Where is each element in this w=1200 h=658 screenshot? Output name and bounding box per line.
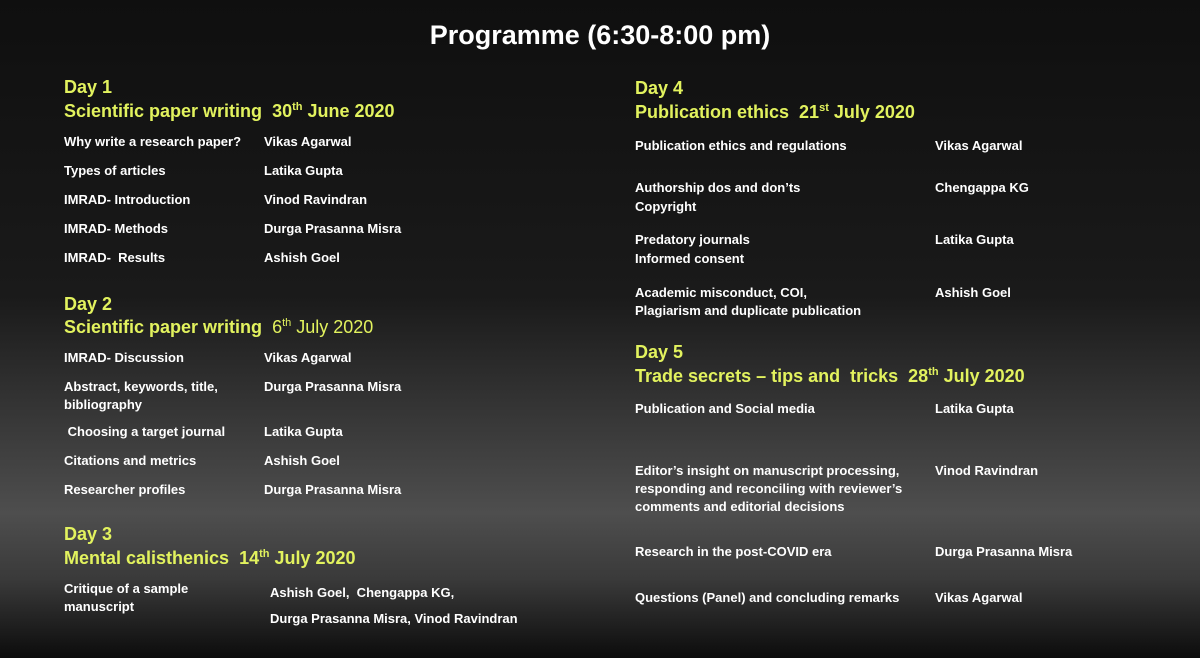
day5-s3-speaker: Vikas Agarwal — [935, 590, 1023, 605]
day5-heading — [635, 365, 1025, 387]
day1-s0-speaker: Vikas Agarwal — [264, 134, 352, 149]
day3-s0-speaker-line2: Durga Prasanna Misra, Vinod Ravindran — [270, 611, 518, 626]
day4-date-rest: July 2020 — [828, 102, 915, 122]
day2-label: Day 2 — [64, 294, 113, 314]
day3-date-suffix: th — [259, 548, 270, 560]
day4-s3-topic: Academic misconduct, COI, — [635, 285, 807, 300]
day2-s1-topic: Abstract, keywords, title, — [64, 379, 218, 394]
day1-topic: Scientific paper writing — [64, 101, 263, 121]
day5-s2-speaker: Durga Prasanna Misra — [935, 544, 1073, 559]
day3-topic: Mental calisthenics — [64, 548, 230, 568]
day1-s3-speaker: Durga Prasanna Misra — [264, 221, 402, 236]
day1-s2-topic: IMRAD- Introduction — [64, 192, 191, 207]
day3-s0-topic: Critique of a sample — [64, 581, 189, 596]
day3-s0-speaker: Ashish Goel, Chengappa KG, — [270, 585, 455, 600]
page-title: Programme (6:30-8:00 pm) — [429, 20, 771, 50]
day3-date-day: 14 — [239, 548, 260, 568]
day5-date-suffix: th — [928, 366, 939, 378]
day4-s1-topic-line2: Copyright — [635, 199, 697, 214]
day1-heading — [64, 100, 395, 122]
day5-date-rest: July 2020 — [938, 366, 1025, 386]
day2-s0-topic: IMRAD- Discussion — [64, 350, 184, 365]
day5-topic: Trade secrets – tips and tricks — [635, 366, 899, 386]
day2-date-suffix: th — [282, 317, 292, 329]
day2-topic: Scientific paper writing — [64, 317, 263, 337]
day3-s0-topic-line2: manuscript — [64, 599, 135, 614]
day2-date-day: 6 — [272, 317, 283, 337]
day5-s0-speaker: Latika Gupta — [935, 401, 1014, 416]
day2-date-rest: July 2020 — [291, 317, 374, 337]
day2-s1-speaker: Durga Prasanna Misra — [264, 379, 402, 394]
day4-s0-speaker: Vikas Agarwal — [935, 138, 1023, 153]
day4-s1-speaker: Chengappa KG — [935, 180, 1029, 195]
day5-label: Day 5 — [635, 342, 684, 362]
day4-s2-topic-line2: Informed consent — [635, 251, 745, 266]
day4-s0-topic: Publication ethics and regulations — [635, 138, 847, 153]
day5-s1-topic-line3: comments and editorial decisions — [635, 499, 845, 514]
day4-topic: Publication ethics — [635, 102, 790, 122]
day5-date-day: 28 — [908, 366, 929, 386]
day5-s1-topic-line2: responding and reconciling with reviewer’s — [635, 481, 903, 496]
day3-heading — [64, 547, 356, 569]
day3-label: Day 3 — [64, 524, 113, 544]
day2-s4-speaker: Durga Prasanna Misra — [264, 482, 402, 497]
day2-s3-speaker: Ashish Goel — [264, 453, 340, 468]
day1-s0-topic: Why write a research paper? — [64, 134, 242, 149]
day5-s3-topic: Questions (Panel) and concluding remarks — [635, 590, 900, 605]
day4-heading — [635, 101, 915, 123]
day1-s4-topic: IMRAD- Results — [64, 250, 166, 265]
day4-date-day: 21 — [799, 102, 820, 122]
day2-heading — [64, 316, 373, 338]
day4-s2-topic: Predatory journals — [635, 232, 750, 247]
day1-s3-topic: IMRAD- Methods — [64, 221, 168, 236]
day2-s2-speaker: Latika Gupta — [264, 424, 343, 439]
day1-date-rest: June 2020 — [302, 101, 395, 121]
day1-date-suffix: th — [292, 101, 303, 113]
day4-s2-speaker: Latika Gupta — [935, 232, 1014, 247]
day2-s3-topic: Citations and metrics — [64, 453, 197, 468]
day4-s3-topic-line2: Plagiarism and duplicate publication — [635, 303, 862, 318]
day2-s0-speaker: Vikas Agarwal — [264, 350, 352, 365]
day2-s4-topic: Researcher profiles — [64, 482, 186, 497]
day4-s1-topic: Authorship dos and don’ts — [635, 180, 801, 195]
day1-label: Day 1 — [64, 77, 113, 97]
day4-s3-speaker: Ashish Goel — [935, 285, 1011, 300]
day2-s2-topic: Choosing a target journal — [64, 424, 226, 439]
day3-date-rest: July 2020 — [269, 548, 356, 568]
day1-s1-speaker: Latika Gupta — [264, 163, 343, 178]
day5-s1-topic: Editor’s insight on manuscript processing, — [635, 463, 900, 478]
day5-s1-speaker: Vinod Ravindran — [935, 463, 1039, 478]
day1-s2-speaker: Vinod Ravindran — [264, 192, 368, 207]
day1-s1-topic: Types of articles — [64, 163, 166, 178]
day1-s4-speaker: Ashish Goel — [264, 250, 340, 265]
day5-s2-topic: Research in the post-COVID era — [635, 544, 832, 559]
day1-date-day: 30 — [272, 101, 293, 121]
day4-date-suffix: st — [819, 102, 829, 114]
day2-s1-topic-line2: bibliography — [64, 397, 142, 412]
day5-s0-topic: Publication and Social media — [635, 401, 815, 416]
day4-label: Day 4 — [635, 78, 684, 98]
